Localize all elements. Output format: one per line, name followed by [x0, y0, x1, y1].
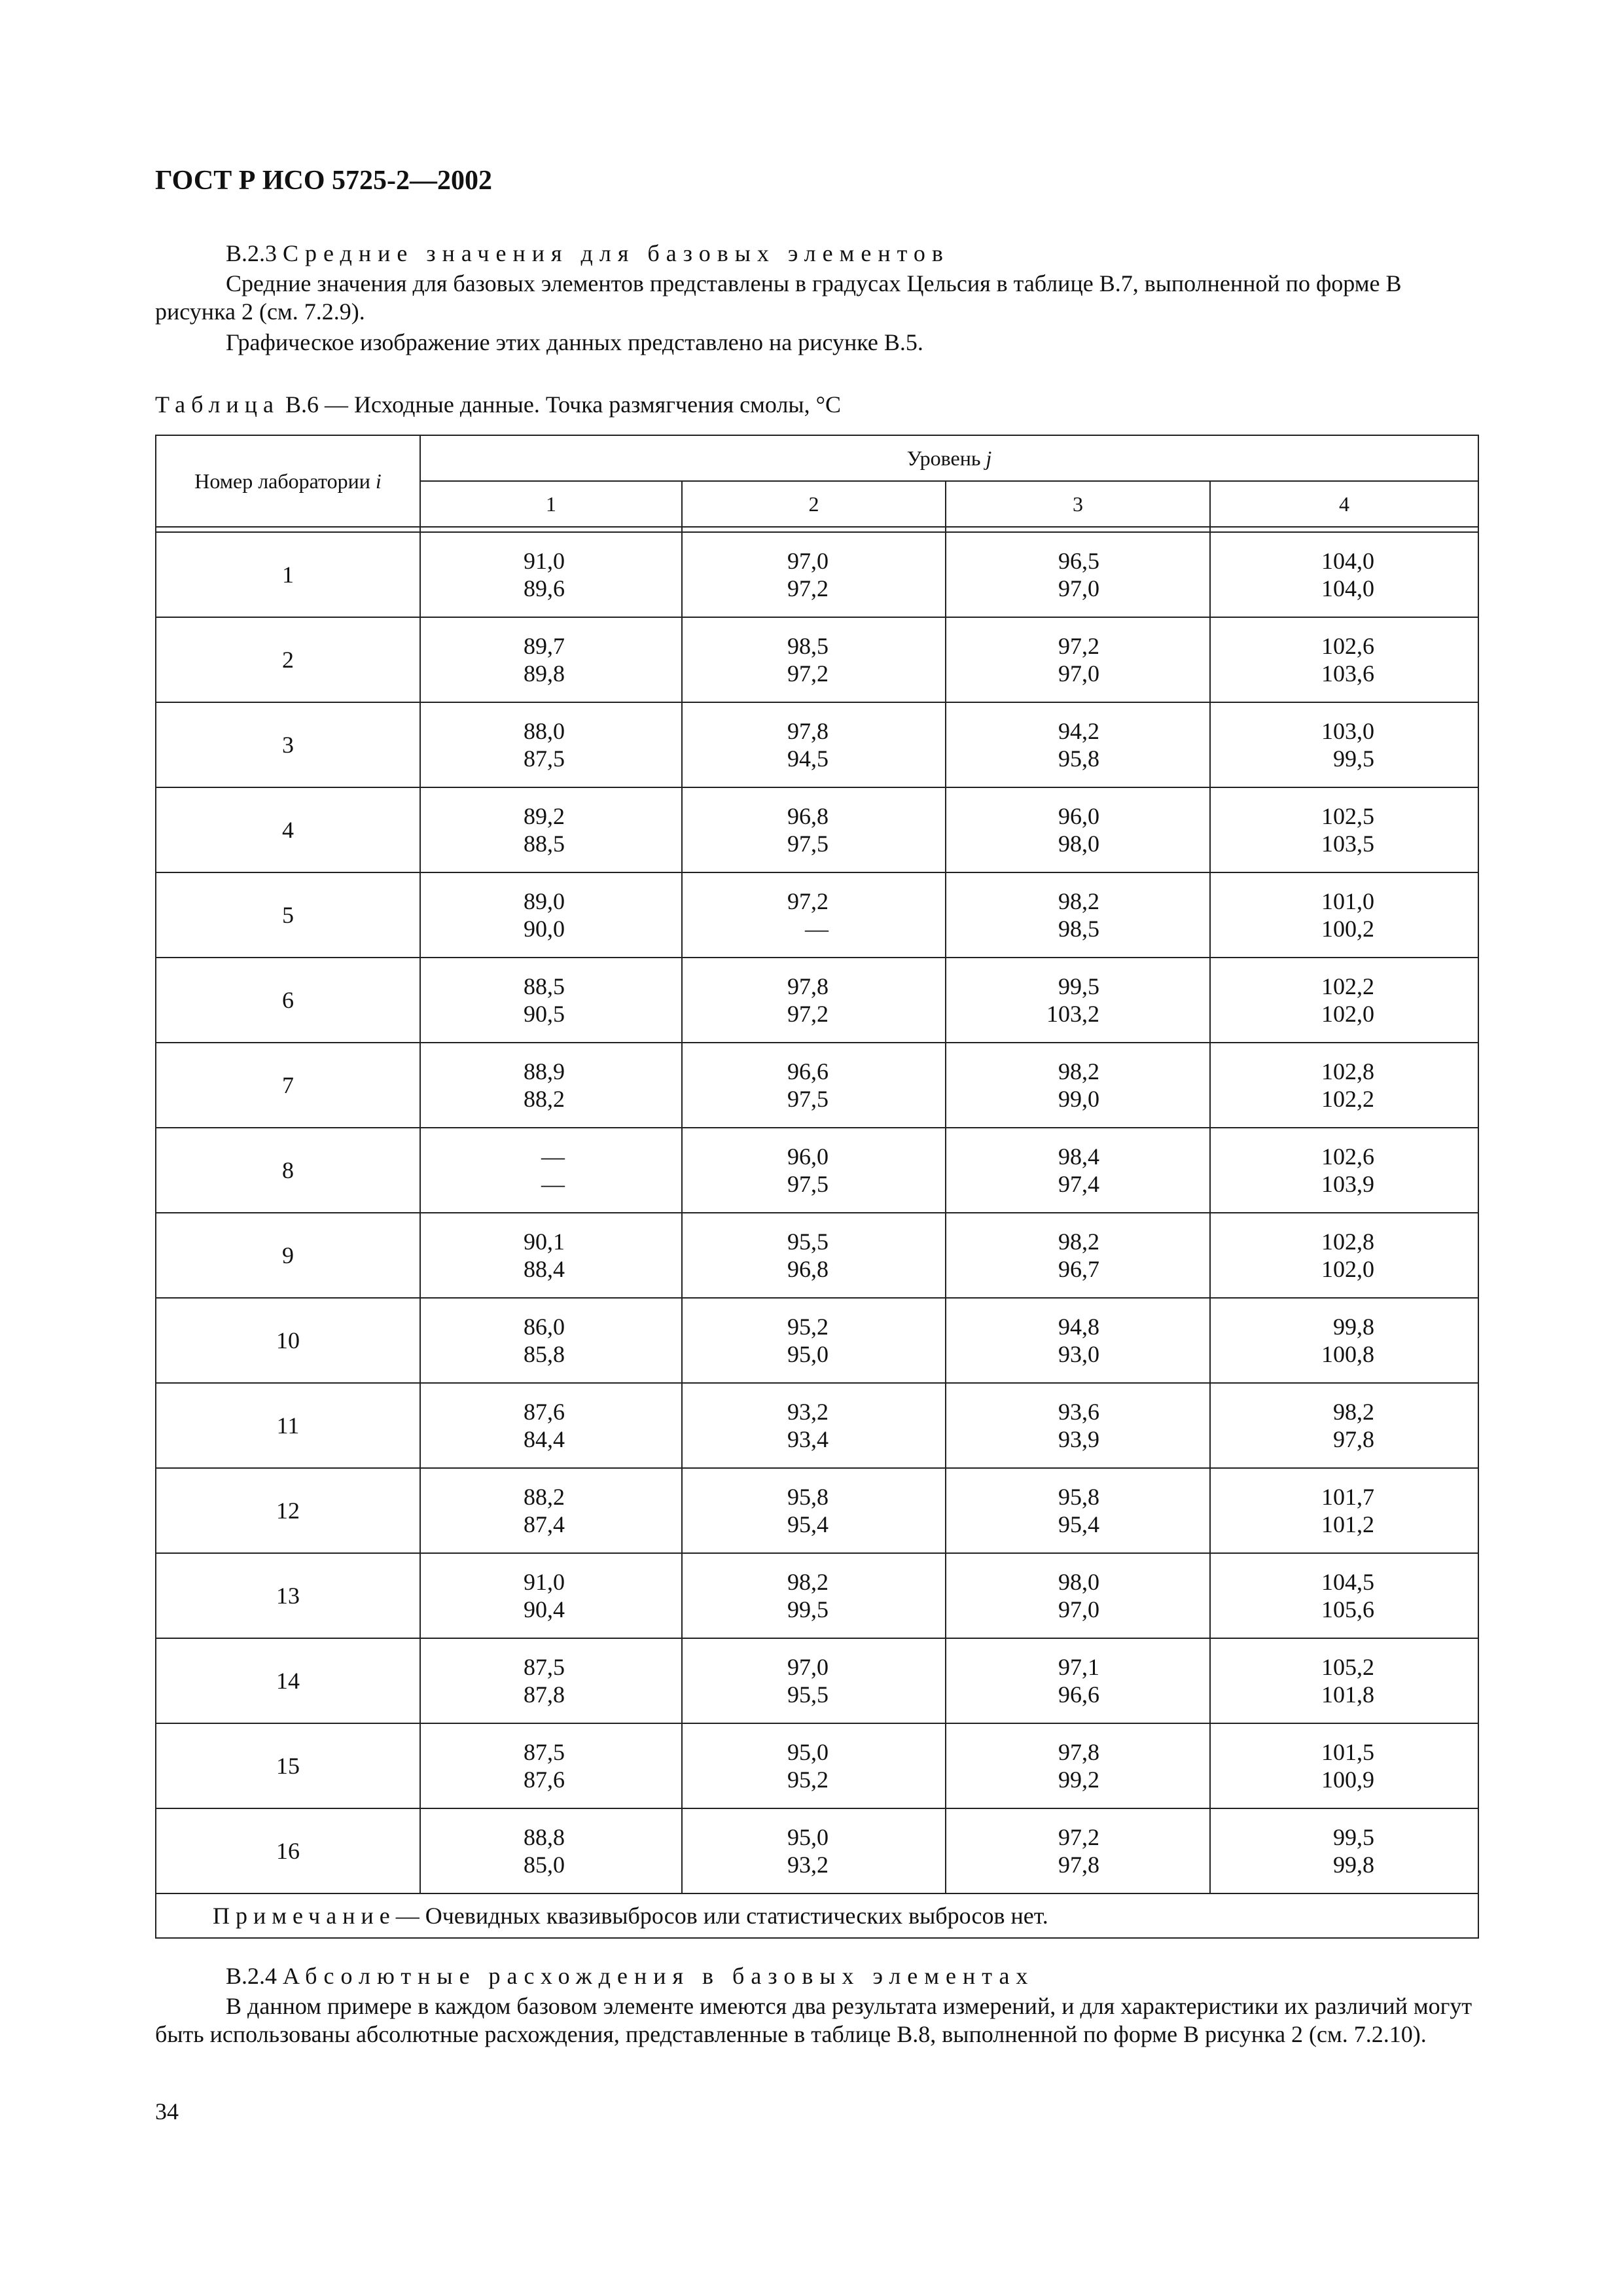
measurement-value: 98,0 [1058, 1569, 1099, 1595]
measurement-value: 89,7 [524, 633, 565, 659]
measurement-value: 87,8 [524, 1681, 565, 1708]
level-number: 3 [946, 481, 1210, 527]
measurement-value: 102,0 [1321, 1256, 1375, 1282]
measurement-value: 99,5 [1058, 973, 1099, 999]
table-note-row [156, 1893, 1478, 1938]
measurement-value: 100,9 [1321, 1767, 1375, 1793]
measurement-value: 99,5 [787, 1596, 829, 1623]
measurement-value: 95,4 [787, 1511, 829, 1537]
level-header-var: j [986, 446, 992, 470]
value-cell-level-1 [420, 872, 682, 958]
value-cell-level-4 [1210, 1638, 1478, 1723]
value-cell-level-4 [1210, 1213, 1478, 1298]
value-cell-level-3 [946, 702, 1210, 787]
measurement-value: 87,4 [524, 1511, 565, 1537]
value-cell-level-2 [682, 1638, 946, 1723]
table-caption-label: Таблица [155, 391, 279, 418]
header-separator [156, 527, 1478, 532]
measurement-value: 97,0 [787, 548, 829, 574]
measurement-value: 102,8 [1321, 1058, 1375, 1085]
table-row [156, 1468, 1478, 1553]
measurement-value: 95,0 [787, 1341, 829, 1367]
measurement-value: 102,6 [1321, 1143, 1375, 1170]
value-cell-level-3 [946, 1468, 1210, 1553]
section-number: В.2.4 [226, 1963, 277, 1989]
measurement-value: 87,6 [524, 1767, 565, 1793]
value-cell-level-3 [946, 1638, 1210, 1723]
table-row [156, 1723, 1478, 1808]
value-cell-level-2 [682, 532, 946, 617]
lab-number-cell: 3 [156, 702, 420, 787]
value-cell-level-4 [1210, 958, 1478, 1043]
paragraph-b23-2: Графическое изображение этих данных представлено на рисунке В.5. [226, 329, 923, 355]
measurement-value: 101,7 [1321, 1484, 1375, 1510]
table-row [156, 1128, 1478, 1213]
measurement-value: 85,8 [524, 1341, 565, 1367]
measurement-value: 103,2 [1046, 1001, 1099, 1027]
value-cell-level-2 [682, 617, 946, 702]
measurement-value: 93,2 [787, 1852, 829, 1878]
measurement-value: 95,8 [787, 1484, 829, 1510]
table-row [156, 1383, 1478, 1468]
value-cell-level-4 [1210, 532, 1478, 617]
table-row [156, 872, 1478, 958]
table-row [156, 1043, 1478, 1128]
value-cell-level-1 [420, 702, 682, 787]
value-cell-level-2 [682, 958, 946, 1043]
measurement-value: 88,9 [524, 1058, 565, 1085]
measurement-value: 101,5 [1321, 1739, 1375, 1765]
measurement-value: 90,1 [524, 1229, 565, 1255]
document-header: ГОСТ Р ИСО 5725-2—2002 [155, 166, 493, 196]
value-cell-level-2 [682, 1043, 946, 1128]
measurement-value: 84,4 [524, 1426, 565, 1452]
table-row [156, 1638, 1478, 1723]
value-cell-level-3 [946, 872, 1210, 958]
section-title: Абсолютные расхождения в базовых элементах [283, 1963, 1035, 1989]
lab-number-cell: 1 [156, 532, 420, 617]
table-row [156, 1808, 1478, 1893]
measurement-value: 103,0 [1321, 718, 1375, 744]
measurement-value: 104,0 [1321, 575, 1375, 601]
lab-header-cell [156, 435, 420, 527]
value-cell-level-3 [946, 787, 1210, 872]
measurement-value: 95,5 [787, 1681, 829, 1708]
value-cell-level-3 [946, 617, 1210, 702]
lab-number-cell: 11 [156, 1383, 420, 1468]
measurement-value: 87,5 [524, 745, 565, 772]
measurement-value: 90,5 [524, 1001, 565, 1027]
measurement-value: 102,2 [1321, 1086, 1375, 1112]
level-header-text: Уровень [906, 446, 981, 470]
value-cell-level-1 [420, 1723, 682, 1808]
level-number: 4 [1210, 481, 1478, 527]
value-cell-level-1 [420, 1298, 682, 1383]
value-cell-level-4 [1210, 702, 1478, 787]
value-cell-level-4 [1210, 1553, 1478, 1638]
measurement-value: 93,6 [1058, 1399, 1099, 1425]
measurement-value: 98,4 [1058, 1143, 1099, 1170]
lab-number-cell: 2 [156, 617, 420, 702]
measurement-value: — [541, 1171, 565, 1197]
measurement-value: 102,5 [1321, 803, 1375, 829]
measurement-value: 96,6 [787, 1058, 829, 1085]
value-cell-level-1 [420, 1468, 682, 1553]
measurement-value: 95,0 [787, 1824, 829, 1850]
table-row [156, 1298, 1478, 1383]
measurement-value: 96,0 [787, 1143, 829, 1170]
measurement-value: 87,5 [524, 1654, 565, 1680]
value-cell-level-3 [946, 1298, 1210, 1383]
measurement-value: 102,2 [1321, 973, 1375, 999]
lab-number-cell: 4 [156, 787, 420, 872]
value-cell-level-1 [420, 617, 682, 702]
value-cell-level-2 [682, 1383, 946, 1468]
measurement-value: 95,2 [787, 1767, 829, 1793]
measurement-value: 94,2 [1058, 718, 1099, 744]
value-cell-level-1 [420, 1553, 682, 1638]
measurement-value: 88,2 [524, 1484, 565, 1510]
measurement-value: 97,2 [1058, 1824, 1099, 1850]
measurement-value: 97,2 [787, 888, 829, 914]
section-heading-b23 [155, 240, 1477, 268]
paragraph-b24-1: В данном примере в каждом базовом элементе имеются два результата измерений, и для характеристики их различий могут быть использованы абсолютные расхождения, представленные в таблице В.8, выполненной по форме В рисунка 2 (см. 7.2.10). [155, 1993, 1472, 2047]
value-cell-level-3 [946, 958, 1210, 1043]
value-cell-level-3 [946, 1128, 1210, 1213]
lab-number-cell: 13 [156, 1553, 420, 1638]
table-header-row [156, 435, 1478, 481]
table-caption-text: В.6 — Исходные данные. Точка размягчения смолы, °С [285, 391, 842, 418]
measurement-value: 98,5 [1058, 916, 1099, 942]
measurement-value: 88,4 [524, 1256, 565, 1282]
value-cell-level-2 [682, 1553, 946, 1638]
measurement-value: 88,0 [524, 718, 565, 744]
measurement-value: 87,5 [524, 1739, 565, 1765]
measurement-value: 88,2 [524, 1086, 565, 1112]
lab-number-cell: 10 [156, 1298, 420, 1383]
measurement-value: 93,2 [787, 1399, 829, 1425]
lab-header-text: Номер лаборатории [194, 469, 370, 493]
measurement-value: 91,0 [524, 548, 565, 574]
table-row [156, 532, 1478, 617]
measurement-value: 97,5 [787, 1086, 829, 1112]
value-cell-level-1 [420, 532, 682, 617]
lab-number-cell: 7 [156, 1043, 420, 1128]
measurement-value: 97,5 [787, 831, 829, 857]
measurement-value: 99,5 [1333, 745, 1375, 772]
measurement-value: 97,8 [787, 718, 829, 744]
value-cell-level-1 [420, 958, 682, 1043]
measurement-value: 96,8 [787, 1256, 829, 1282]
table-row [156, 1213, 1478, 1298]
measurement-value: 95,2 [787, 1314, 829, 1340]
measurement-value: 88,5 [524, 831, 565, 857]
value-cell-level-3 [946, 1213, 1210, 1298]
measurement-value: 97,2 [787, 575, 829, 601]
value-cell-level-4 [1210, 1468, 1478, 1553]
value-cell-level-2 [682, 1128, 946, 1213]
value-cell-level-2 [682, 1213, 946, 1298]
measurement-value: 100,8 [1321, 1341, 1375, 1367]
lab-number-cell: 14 [156, 1638, 420, 1723]
value-cell-level-4 [1210, 617, 1478, 702]
value-cell-level-2 [682, 872, 946, 958]
lab-number-cell: 16 [156, 1808, 420, 1893]
value-cell-level-1 [420, 1128, 682, 1213]
measurement-value: 103,5 [1321, 831, 1375, 857]
measurement-value: 88,8 [524, 1824, 565, 1850]
measurement-value: 97,2 [787, 660, 829, 687]
value-cell-level-4 [1210, 1808, 1478, 1893]
lab-header-var: i [375, 469, 382, 493]
value-cell-level-3 [946, 1383, 1210, 1468]
measurement-value: 103,9 [1321, 1171, 1375, 1197]
measurement-value: 105,6 [1321, 1596, 1375, 1623]
measurement-value: 98,2 [1058, 1058, 1099, 1085]
table-row [156, 617, 1478, 702]
table-body [156, 532, 1478, 1893]
measurement-value: 98,2 [787, 1569, 829, 1595]
page-number: 34 [155, 2098, 179, 2125]
table-note [156, 1893, 1478, 1938]
measurement-value: 101,0 [1321, 888, 1375, 914]
value-cell-level-3 [946, 1043, 1210, 1128]
measurement-value: 88,5 [524, 973, 565, 999]
measurement-value: — [805, 916, 829, 942]
measurement-value: 98,2 [1058, 1229, 1099, 1255]
lab-number-cell: 9 [156, 1213, 420, 1298]
measurement-value: 98,2 [1058, 888, 1099, 914]
measurement-value: 97,2 [787, 1001, 829, 1027]
measurement-value: 90,4 [524, 1596, 565, 1623]
table-caption [155, 391, 841, 418]
lab-number-cell: 12 [156, 1468, 420, 1553]
value-cell-level-2 [682, 787, 946, 872]
measurement-value: — [541, 1143, 565, 1170]
measurement-value: 97,8 [1058, 1739, 1099, 1765]
measurement-value: 87,6 [524, 1399, 565, 1425]
value-cell-level-3 [946, 1808, 1210, 1893]
lab-number-cell: 15 [156, 1723, 420, 1808]
measurement-value: 97,0 [1058, 1596, 1099, 1623]
value-cell-level-3 [946, 1553, 1210, 1638]
measurement-value: 89,0 [524, 888, 565, 914]
measurement-value: 99,2 [1058, 1767, 1099, 1793]
level-number: 2 [682, 481, 946, 527]
lab-number-cell: 6 [156, 958, 420, 1043]
value-cell-level-2 [682, 1298, 946, 1383]
data-table [155, 435, 1479, 1939]
section-heading-b24 [155, 1962, 1477, 1990]
value-cell-level-4 [1210, 1383, 1478, 1468]
measurement-value: 101,2 [1321, 1511, 1375, 1537]
level-number: 1 [420, 481, 682, 527]
measurement-value: 95,8 [1058, 745, 1099, 772]
measurement-value: 93,9 [1058, 1426, 1099, 1452]
measurement-value: 97,0 [1058, 660, 1099, 687]
measurement-value: 101,8 [1321, 1681, 1375, 1708]
measurement-value: 105,2 [1321, 1654, 1375, 1680]
measurement-value: 99,5 [1333, 1824, 1375, 1850]
measurement-value: 99,0 [1058, 1086, 1099, 1112]
value-cell-level-4 [1210, 872, 1478, 958]
value-cell-level-2 [682, 702, 946, 787]
table-row [156, 787, 1478, 872]
measurement-value: 94,5 [787, 745, 829, 772]
measurement-value: 97,4 [1058, 1171, 1099, 1197]
value-cell-level-1 [420, 1043, 682, 1128]
value-cell-level-1 [420, 1213, 682, 1298]
lab-number-cell: 5 [156, 872, 420, 958]
section-title: Средние значения для базовых элементов [283, 240, 950, 266]
measurement-value: 97,5 [787, 1171, 829, 1197]
table-row [156, 958, 1478, 1043]
table-row [156, 702, 1478, 787]
measurement-value: 97,8 [787, 973, 829, 999]
measurement-value: 100,2 [1321, 916, 1375, 942]
value-cell-level-4 [1210, 1723, 1478, 1808]
measurement-value: 85,0 [524, 1852, 565, 1878]
measurement-value: 95,4 [1058, 1511, 1099, 1537]
measurement-value: 97,8 [1333, 1426, 1375, 1452]
measurement-value: 95,8 [1058, 1484, 1099, 1510]
measurement-value: 90,0 [524, 916, 565, 942]
measurement-value: 97,8 [1058, 1852, 1099, 1878]
measurement-value: 98,0 [1058, 831, 1099, 857]
measurement-value: 95,0 [787, 1739, 829, 1765]
measurement-value: 96,0 [1058, 803, 1099, 829]
measurement-value: 89,2 [524, 803, 565, 829]
measurement-value: 96,7 [1058, 1256, 1099, 1282]
value-cell-level-3 [946, 1723, 1210, 1808]
measurement-value: 94,8 [1058, 1314, 1099, 1340]
table-note-label: Примечание [213, 1903, 396, 1929]
value-cell-level-2 [682, 1808, 946, 1893]
measurement-value: 104,0 [1321, 548, 1375, 574]
measurement-value: 98,2 [1333, 1399, 1375, 1425]
measurement-value: 97,0 [787, 1654, 829, 1680]
lab-number-cell: 8 [156, 1128, 420, 1213]
measurement-value: 97,0 [1058, 575, 1099, 601]
value-cell-level-4 [1210, 1043, 1478, 1128]
measurement-value: 97,1 [1058, 1654, 1099, 1680]
value-cell-level-4 [1210, 1298, 1478, 1383]
value-cell-level-1 [420, 1383, 682, 1468]
measurement-value: 102,6 [1321, 633, 1375, 659]
measurement-value: 93,4 [787, 1426, 829, 1452]
measurement-value: 93,0 [1058, 1341, 1099, 1367]
table-note-text: — Очевидных квазивыбросов или статистических выбросов нет. [395, 1903, 1048, 1929]
paragraph-b23-1: Средние значения для базовых элементов представлены в градусах Цельсия в таблице В.7, выполненной по форме В рисунка 2 (см. 7.2.9). [155, 270, 1402, 325]
measurement-value: 96,5 [1058, 548, 1099, 574]
value-cell-level-2 [682, 1468, 946, 1553]
measurement-value: 95,5 [787, 1229, 829, 1255]
value-cell-level-4 [1210, 787, 1478, 872]
measurement-value: 99,8 [1333, 1852, 1375, 1878]
measurement-value: 96,6 [1058, 1681, 1099, 1708]
measurement-value: 86,0 [524, 1314, 565, 1340]
value-cell-level-1 [420, 787, 682, 872]
value-cell-level-3 [946, 532, 1210, 617]
measurement-value: 99,8 [1333, 1314, 1375, 1340]
measurement-value: 97,2 [1058, 633, 1099, 659]
measurement-value: 91,0 [524, 1569, 565, 1595]
measurement-value: 89,6 [524, 575, 565, 601]
measurement-value: 96,8 [787, 803, 829, 829]
measurement-value: 89,8 [524, 660, 565, 687]
measurement-value: 102,0 [1321, 1001, 1375, 1027]
value-cell-level-1 [420, 1808, 682, 1893]
value-cell-level-1 [420, 1638, 682, 1723]
section-number: В.2.3 [226, 240, 277, 266]
value-cell-level-2 [682, 1723, 946, 1808]
level-header-cell [420, 435, 1478, 481]
measurement-value: 98,5 [787, 633, 829, 659]
measurement-value: 102,8 [1321, 1229, 1375, 1255]
table-row [156, 1553, 1478, 1638]
measurement-value: 103,6 [1321, 660, 1375, 687]
value-cell-level-4 [1210, 1128, 1478, 1213]
measurement-value: 104,5 [1321, 1569, 1375, 1595]
